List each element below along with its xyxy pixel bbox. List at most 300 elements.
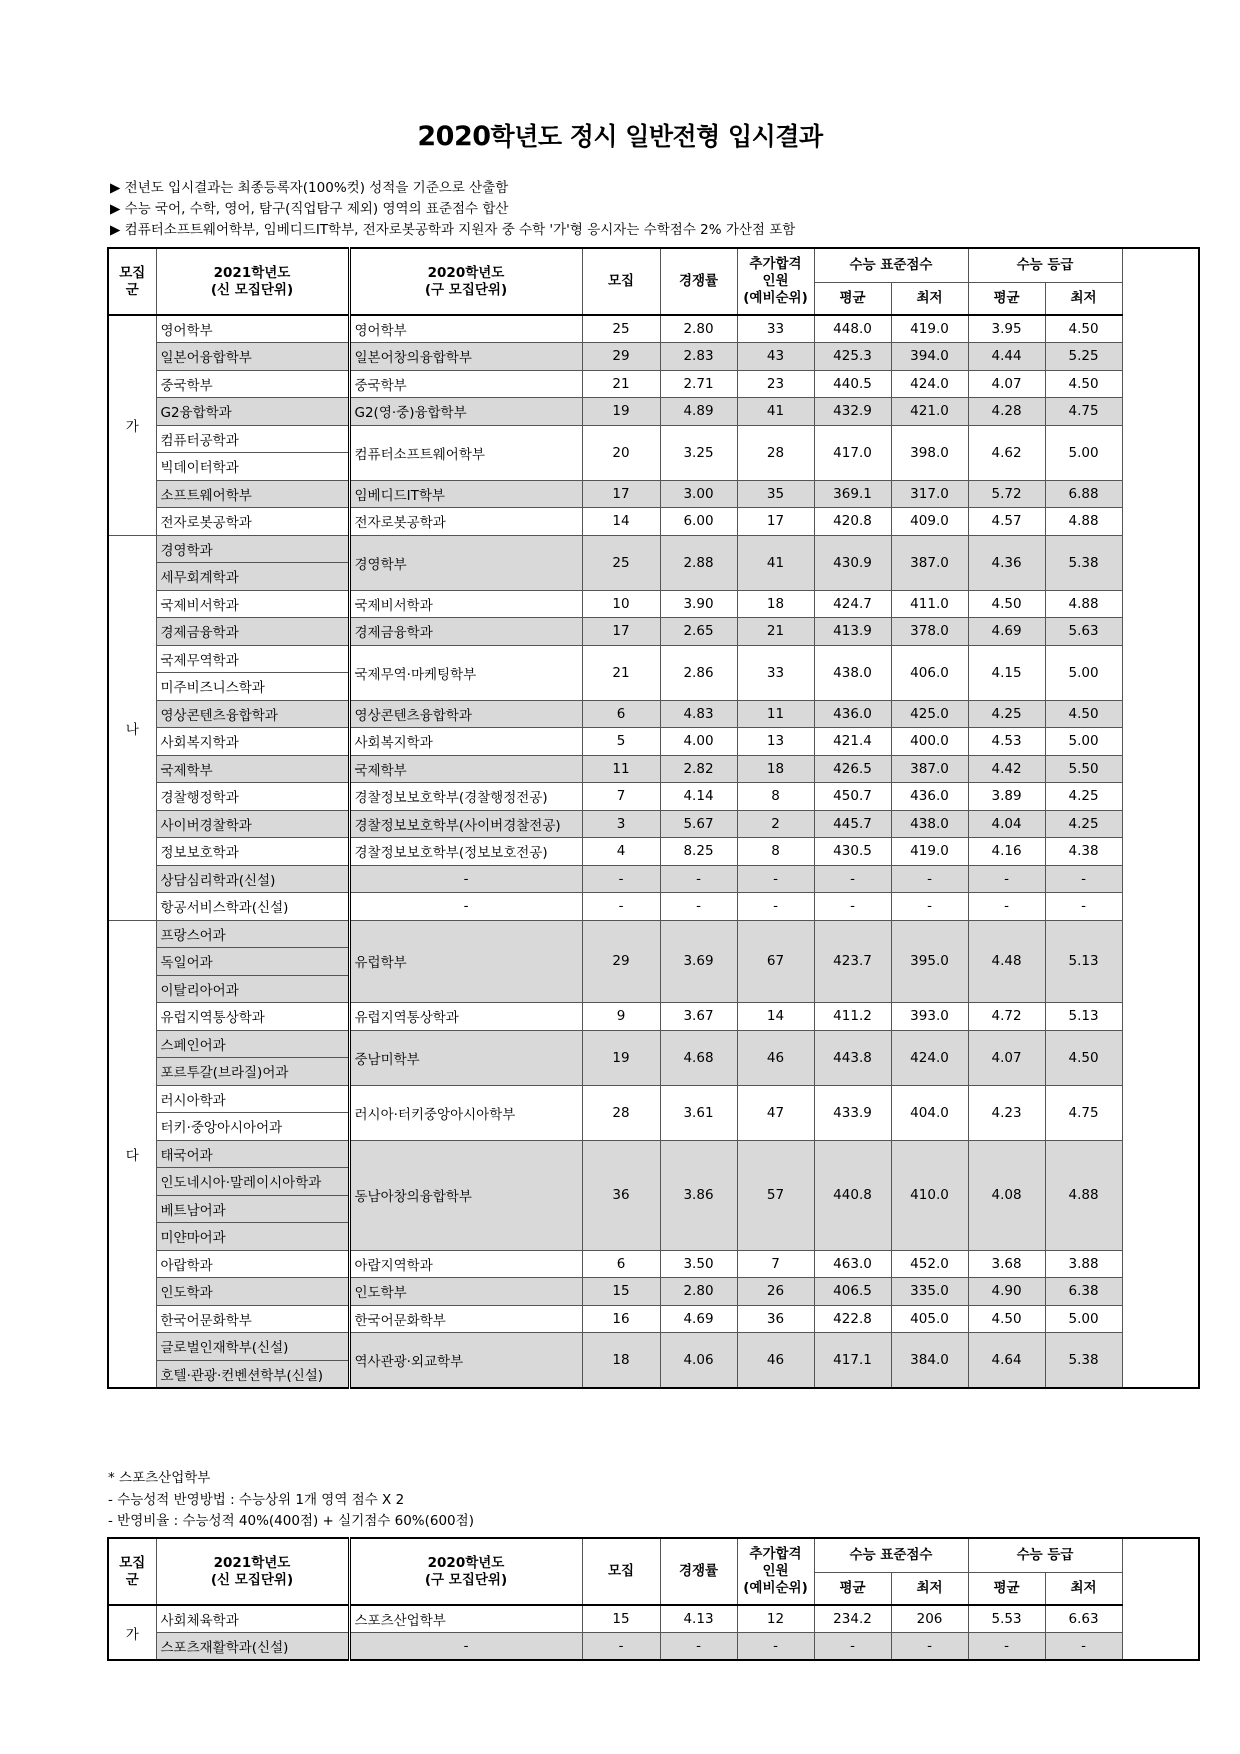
grade-avg-cell: 4.50: [968, 1305, 1045, 1333]
grade-min-cell: 4.88: [1045, 590, 1122, 618]
grade-min-cell: 4.38: [1045, 838, 1122, 866]
extra-cell: 46: [737, 1030, 814, 1085]
table-row: [108, 618, 1199, 646]
grade-avg-cell: 5.53: [968, 1605, 1045, 1633]
header-grade-avg: [968, 1572, 1045, 1605]
std-min-cell: -: [891, 1633, 968, 1661]
std-avg-cell: -: [814, 865, 891, 893]
std-min-cell: 387.0: [891, 535, 968, 590]
std-min-cell: 405.0: [891, 1305, 968, 1333]
extra-cell: 35: [737, 480, 814, 508]
std-min-cell: 404.0: [891, 1085, 968, 1140]
note-item: ▶ 수능 국어, 수학, 영어, 탐구(직업탐구 제외) 영역의 표준점수 합산: [110, 201, 509, 217]
table-row: [108, 370, 1199, 398]
header-text: 최저: [916, 289, 943, 306]
std-min-cell: 424.0: [891, 1030, 968, 1085]
grade-min-cell: 5.00: [1045, 425, 1122, 480]
header-grade: [968, 1538, 1122, 1572]
extra-cell: -: [737, 893, 814, 921]
quota-cell: 17: [582, 618, 660, 646]
std-min-cell: 438.0: [891, 810, 968, 838]
std-min-cell: 436.0: [891, 783, 968, 811]
old-unit-cell: 러시아·터키중앙아시아학부: [349, 1085, 582, 1140]
grade-avg-cell: 4.62: [968, 425, 1045, 480]
quota-cell: 19: [582, 1030, 660, 1085]
grade-avg-cell: 5.72: [968, 480, 1045, 508]
std-avg-cell: 369.1: [814, 480, 891, 508]
quota-cell: -: [582, 1633, 660, 1661]
std-avg-cell: 436.0: [814, 700, 891, 728]
old-unit-cell: 중국학부: [349, 370, 582, 398]
new-unit-cell: 스포츠재활학과(신설): [156, 1633, 349, 1661]
std-min-cell: 394.0: [891, 343, 968, 371]
grade-avg-cell: 4.72: [968, 1003, 1045, 1031]
table-row: [108, 1085, 1199, 1113]
grade-avg-cell: 4.36: [968, 535, 1045, 590]
std-min-cell: 387.0: [891, 755, 968, 783]
new-unit-cell: 소프트웨어학부: [156, 480, 349, 508]
header-text: 평균: [839, 289, 866, 306]
new-unit-cell: 미얀마어과: [156, 1223, 349, 1251]
grade-min-cell: 5.63: [1045, 618, 1122, 646]
header-std-min: [891, 282, 968, 315]
grade-avg-cell: 4.42: [968, 755, 1045, 783]
old-unit-cell: 경제금융학과: [349, 618, 582, 646]
extra-cell: 26: [737, 1278, 814, 1306]
std-avg-cell: 413.9: [814, 618, 891, 646]
header-text: (구 모집단위): [424, 1571, 508, 1588]
table-row: [108, 700, 1199, 728]
new-unit-cell: 스페인어과: [156, 1030, 349, 1058]
table-row: [108, 343, 1199, 371]
new-unit-cell: 빅데이터학과: [156, 453, 349, 481]
group-cell: 가: [108, 315, 156, 535]
header-text: 인원: [762, 1563, 789, 1579]
std-avg-cell: 432.9: [814, 398, 891, 426]
ratio-cell: -: [660, 893, 737, 921]
ratio-cell: 3.50: [660, 1250, 737, 1278]
table-row: [108, 425, 1199, 453]
header-quota: [582, 1538, 660, 1605]
old-unit-cell: -: [349, 893, 582, 921]
quota-cell: 36: [582, 1140, 660, 1250]
grade-min-cell: 5.00: [1045, 645, 1122, 700]
new-unit-cell: 이탈리아어과: [156, 975, 349, 1003]
grade-min-cell: 4.88: [1045, 1140, 1122, 1250]
std-avg-cell: 450.7: [814, 783, 891, 811]
extra-cell: 33: [737, 645, 814, 700]
quota-cell: 29: [582, 343, 660, 371]
std-avg-cell: 421.4: [814, 728, 891, 756]
old-unit-cell: 유럽학부: [349, 920, 582, 1003]
group-cell: 나: [108, 535, 156, 920]
extra-cell: 41: [737, 398, 814, 426]
extra-cell: 2: [737, 810, 814, 838]
ratio-cell: 4.89: [660, 398, 737, 426]
std-avg-cell: 440.5: [814, 370, 891, 398]
quota-cell: 25: [582, 535, 660, 590]
header-text: 수능 표준점수: [849, 256, 933, 273]
header-extra: [737, 248, 814, 315]
extra-cell: 7: [737, 1250, 814, 1278]
ratio-cell: 5.67: [660, 810, 737, 838]
ratio-cell: 2.65: [660, 618, 737, 646]
header-text: 수능 등급: [1016, 1546, 1074, 1563]
ratio-cell: 2.86: [660, 645, 737, 700]
quota-cell: 20: [582, 425, 660, 480]
grade-avg-cell: -: [968, 893, 1045, 921]
new-unit-cell: 호텔·관광·컨벤션학부(신설): [156, 1360, 349, 1388]
std-min-cell: 378.0: [891, 618, 968, 646]
new-unit-cell: 아랍학과: [156, 1250, 349, 1278]
extra-cell: 12: [737, 1605, 814, 1633]
header-text: 군: [125, 281, 139, 298]
old-unit-cell: 경영학부: [349, 535, 582, 590]
header-text: (신 모집단위): [210, 1571, 294, 1588]
header-2020: [349, 1538, 582, 1605]
new-unit-cell: 프랑스어과: [156, 920, 349, 948]
new-unit-cell: 경찰행정학과: [156, 783, 349, 811]
new-unit-cell: G2융합학과: [156, 398, 349, 426]
table-row: [108, 1030, 1199, 1058]
grade-min-cell: 4.50: [1045, 370, 1122, 398]
header-text: 평균: [993, 289, 1020, 306]
old-unit-cell: 임베디드IT학부: [349, 480, 582, 508]
extra-cell: 33: [737, 315, 814, 343]
new-unit-cell: 미주비즈니스학과: [156, 673, 349, 701]
grade-min-cell: -: [1045, 893, 1122, 921]
new-unit-cell: 베트남어과: [156, 1195, 349, 1223]
table-row: [108, 1333, 1199, 1361]
quota-cell: 6: [582, 1250, 660, 1278]
old-unit-cell: 컴퓨터소프트웨어학부: [349, 425, 582, 480]
grade-avg-cell: -: [968, 865, 1045, 893]
grade-min-cell: 5.13: [1045, 1003, 1122, 1031]
ratio-cell: 3.86: [660, 1140, 737, 1250]
ratio-cell: 3.69: [660, 920, 737, 1003]
new-unit-cell: 터키·중앙아시아어과: [156, 1113, 349, 1141]
old-unit-cell: 국제비서학과: [349, 590, 582, 618]
grade-min-cell: -: [1045, 865, 1122, 893]
table-row: [108, 1633, 1199, 1661]
grade-min-cell: 6.38: [1045, 1278, 1122, 1306]
old-unit-cell: 중남미학부: [349, 1030, 582, 1085]
table-row: [108, 783, 1199, 811]
std-min-cell: 419.0: [891, 315, 968, 343]
std-avg-cell: 411.2: [814, 1003, 891, 1031]
header-text: 추가합격: [749, 1546, 802, 1562]
table-row: [108, 865, 1199, 893]
table-row: [108, 535, 1199, 563]
std-avg-cell: 420.8: [814, 508, 891, 536]
page-title: 2020학년도 정시 일반전형 입시결과: [417, 121, 823, 152]
extra-cell: 43: [737, 343, 814, 371]
grade-avg-cell: 4.08: [968, 1140, 1045, 1250]
ratio-cell: 4.83: [660, 700, 737, 728]
note-item: ▶ 컴퓨터소프트웨어학부, 임베디드IT학부, 전자로봇공학과 지원자 중 수학 '가'형 응시자는 수학점수 2% 가산점 포함: [110, 222, 796, 238]
std-min-cell: 410.0: [891, 1140, 968, 1250]
new-unit-cell: 독일어과: [156, 948, 349, 976]
table-row: [108, 1278, 1199, 1306]
ratio-cell: 6.00: [660, 508, 737, 536]
new-unit-cell: 글로벌인재학부(신설): [156, 1333, 349, 1361]
header-text: 2021학년도: [213, 264, 291, 281]
grade-min-cell: 3.88: [1045, 1250, 1122, 1278]
header-extra: [737, 1538, 814, 1605]
ratio-cell: 2.88: [660, 535, 737, 590]
grade-avg-cell: 4.16: [968, 838, 1045, 866]
new-unit-cell: 정보보호학과: [156, 838, 349, 866]
quota-cell: 9: [582, 1003, 660, 1031]
grade-avg-cell: 4.07: [968, 1030, 1045, 1085]
old-unit-cell: 인도학부: [349, 1278, 582, 1306]
std-min-cell: -: [891, 893, 968, 921]
ratio-cell: 3.25: [660, 425, 737, 480]
quota-cell: -: [582, 893, 660, 921]
extra-cell: 47: [737, 1085, 814, 1140]
sport-note-item: - 수능성적 반영방법 : 수능상위 1개 영역 점수 X 2: [108, 1491, 405, 1508]
header-ratio: [660, 248, 737, 315]
new-unit-cell: 태국어과: [156, 1140, 349, 1168]
std-avg-cell: 423.7: [814, 920, 891, 1003]
header-text: 최저: [916, 1579, 943, 1596]
new-unit-cell: 일본어융합학부: [156, 343, 349, 371]
grade-avg-cell: 4.57: [968, 508, 1045, 536]
old-unit-cell: 일본어창의융합학부: [349, 343, 582, 371]
grade-avg-cell: 4.64: [968, 1333, 1045, 1388]
extra-cell: -: [737, 1633, 814, 1661]
std-min-cell: 335.0: [891, 1278, 968, 1306]
quota-cell: 28: [582, 1085, 660, 1140]
grade-min-cell: 4.75: [1045, 398, 1122, 426]
std-min-cell: 395.0: [891, 920, 968, 1003]
extra-cell: 41: [737, 535, 814, 590]
header-group: [108, 248, 156, 315]
quota-cell: 25: [582, 315, 660, 343]
std-avg-cell: 438.0: [814, 645, 891, 700]
ratio-cell: 4.69: [660, 1305, 737, 1333]
std-min-cell: 317.0: [891, 480, 968, 508]
header-text: (예비순위): [743, 290, 808, 306]
table-row: [108, 590, 1199, 618]
new-unit-cell: 국제학부: [156, 755, 349, 783]
table-row: [108, 315, 1199, 343]
grade-min-cell: 4.25: [1045, 783, 1122, 811]
grade-avg-cell: 4.69: [968, 618, 1045, 646]
sport-note-item: - 반영비율 : 수능성적 40%(400점) + 실기점수 60%(600점): [108, 1513, 474, 1529]
grade-avg-cell: -: [968, 1633, 1045, 1661]
header-2021: [156, 1538, 349, 1605]
old-unit-cell: 경찰정보보호학부(사이버경찰전공): [349, 810, 582, 838]
header-text: 2020학년도: [427, 1554, 505, 1571]
grade-min-cell: 6.63: [1045, 1605, 1122, 1633]
extra-cell: 8: [737, 838, 814, 866]
quota-cell: 14: [582, 508, 660, 536]
header-grade-avg: [968, 282, 1045, 315]
new-unit-cell: 포르투갈(브라질)어과: [156, 1058, 349, 1086]
header-std-avg: [814, 282, 891, 315]
ratio-cell: 4.06: [660, 1333, 737, 1388]
ratio-cell: 2.71: [660, 370, 737, 398]
table-row: [108, 920, 1199, 948]
grade-avg-cell: 4.90: [968, 1278, 1045, 1306]
grade-min-cell: 5.50: [1045, 755, 1122, 783]
new-unit-cell: 영상콘텐츠융합학과: [156, 700, 349, 728]
grade-min-cell: 5.38: [1045, 535, 1122, 590]
std-min-cell: 411.0: [891, 590, 968, 618]
new-unit-cell: 러시아학과: [156, 1085, 349, 1113]
new-unit-cell: 컴퓨터공학과: [156, 425, 349, 453]
std-min-cell: 424.0: [891, 370, 968, 398]
ratio-cell: 4.13: [660, 1605, 737, 1633]
header-text: 수능 등급: [1016, 256, 1074, 273]
header-text: 추가합격: [749, 256, 802, 272]
header-ratio: [660, 1538, 737, 1605]
std-avg-cell: 430.9: [814, 535, 891, 590]
new-unit-cell: 한국어문화학부: [156, 1305, 349, 1333]
std-min-cell: 400.0: [891, 728, 968, 756]
grade-min-cell: 5.13: [1045, 920, 1122, 1003]
std-min-cell: 419.0: [891, 838, 968, 866]
table-row: [108, 1250, 1199, 1278]
new-unit-cell: 국제무역학과: [156, 645, 349, 673]
old-unit-cell: 국제무역·마케팅학부: [349, 645, 582, 700]
ratio-cell: 8.25: [660, 838, 737, 866]
std-avg-cell: 430.5: [814, 838, 891, 866]
table-row: [108, 728, 1199, 756]
grade-avg-cell: 3.68: [968, 1250, 1045, 1278]
std-min-cell: -: [891, 865, 968, 893]
ratio-cell: 2.80: [660, 1278, 737, 1306]
std-avg-cell: 417.0: [814, 425, 891, 480]
grade-min-cell: 5.00: [1045, 1305, 1122, 1333]
grade-min-cell: 5.25: [1045, 343, 1122, 371]
grade-min-cell: 4.50: [1045, 1030, 1122, 1085]
table-row: [108, 1140, 1199, 1168]
new-unit-cell: 인도네시아·말레이시아학과: [156, 1168, 349, 1196]
quota-cell: 15: [582, 1278, 660, 1306]
table-row: [108, 398, 1199, 426]
quota-cell: 7: [582, 783, 660, 811]
grade-min-cell: 6.88: [1045, 480, 1122, 508]
header-row: [108, 1538, 1199, 1572]
std-avg-cell: 406.5: [814, 1278, 891, 1306]
quota-cell: 18: [582, 1333, 660, 1388]
std-avg-cell: 426.5: [814, 755, 891, 783]
quota-cell: 4: [582, 838, 660, 866]
std-min-cell: 425.0: [891, 700, 968, 728]
old-unit-cell: -: [349, 1633, 582, 1661]
extra-cell: -: [737, 865, 814, 893]
quota-cell: 6: [582, 700, 660, 728]
header-text: 수능 표준점수: [849, 1546, 933, 1563]
table-row: [108, 838, 1199, 866]
grade-avg-cell: 4.07: [968, 370, 1045, 398]
old-unit-cell: 경찰정보보호학부(경찰행정전공): [349, 783, 582, 811]
header-text: 2021학년도: [213, 1554, 291, 1571]
old-unit-cell: 한국어문화학부: [349, 1305, 582, 1333]
std-avg-cell: -: [814, 893, 891, 921]
header-text: 모집: [607, 1563, 635, 1579]
header-text: 군: [125, 1571, 139, 1588]
quota-cell: 16: [582, 1305, 660, 1333]
old-unit-cell: -: [349, 865, 582, 893]
std-avg-cell: 422.8: [814, 1305, 891, 1333]
header-text: 인원: [762, 273, 789, 289]
header-std-avg: [814, 1572, 891, 1605]
old-unit-cell: 영어학부: [349, 315, 582, 343]
group-cell: 다: [108, 920, 156, 1388]
std-min-cell: 206: [891, 1605, 968, 1633]
old-unit-cell: 영상콘텐츠융합학과: [349, 700, 582, 728]
old-unit-cell: 유럽지역통상학과: [349, 1003, 582, 1031]
old-unit-cell: 경찰정보보호학부(정보보호전공): [349, 838, 582, 866]
old-unit-cell: 역사관광·외교학부: [349, 1333, 582, 1388]
table-row: [108, 480, 1199, 508]
new-unit-cell: 항공서비스학과(신설): [156, 893, 349, 921]
new-unit-cell: 사회복지학과: [156, 728, 349, 756]
grade-avg-cell: 4.04: [968, 810, 1045, 838]
old-unit-cell: 국제학부: [349, 755, 582, 783]
header-grade-min: [1045, 282, 1122, 315]
header-text: 최저: [1070, 289, 1097, 306]
ratio-cell: 2.83: [660, 343, 737, 371]
grade-min-cell: 5.00: [1045, 728, 1122, 756]
header-text: (예비순위): [743, 1580, 808, 1596]
grade-avg-cell: 4.15: [968, 645, 1045, 700]
std-avg-cell: 433.9: [814, 1085, 891, 1140]
header-std-score: [814, 248, 968, 282]
quota-cell: 10: [582, 590, 660, 618]
table-row: [108, 1605, 1199, 1633]
extra-cell: 17: [737, 508, 814, 536]
extra-cell: 46: [737, 1333, 814, 1388]
grade-min-cell: 4.88: [1045, 508, 1122, 536]
extra-cell: 8: [737, 783, 814, 811]
new-unit-cell: 사회체육학과: [156, 1605, 349, 1633]
std-avg-cell: 440.8: [814, 1140, 891, 1250]
header-text: 2020학년도: [427, 264, 505, 281]
table-row: [108, 508, 1199, 536]
header-text: 모집: [607, 273, 635, 289]
header-text: (구 모집단위): [424, 281, 508, 298]
extra-cell: 18: [737, 590, 814, 618]
std-avg-cell: 443.8: [814, 1030, 891, 1085]
std-avg-cell: 463.0: [814, 1250, 891, 1278]
grade-min-cell: 4.25: [1045, 810, 1122, 838]
grade-avg-cell: 4.50: [968, 590, 1045, 618]
ratio-cell: 4.68: [660, 1030, 737, 1085]
quota-cell: 21: [582, 370, 660, 398]
extra-cell: 11: [737, 700, 814, 728]
header-text: 경쟁률: [678, 273, 719, 289]
grade-avg-cell: 4.25: [968, 700, 1045, 728]
std-min-cell: 421.0: [891, 398, 968, 426]
quota-cell: 21: [582, 645, 660, 700]
std-avg-cell: 425.3: [814, 343, 891, 371]
table-row: [108, 645, 1199, 673]
std-min-cell: 452.0: [891, 1250, 968, 1278]
grade-avg-cell: 4.28: [968, 398, 1045, 426]
extra-cell: 13: [737, 728, 814, 756]
quota-cell: -: [582, 865, 660, 893]
grade-avg-cell: 4.44: [968, 343, 1045, 371]
ratio-cell: 3.00: [660, 480, 737, 508]
std-avg-cell: 424.7: [814, 590, 891, 618]
header-group: [108, 1538, 156, 1605]
grade-min-cell: -: [1045, 1633, 1122, 1661]
header-text: 경쟁률: [678, 1563, 719, 1579]
